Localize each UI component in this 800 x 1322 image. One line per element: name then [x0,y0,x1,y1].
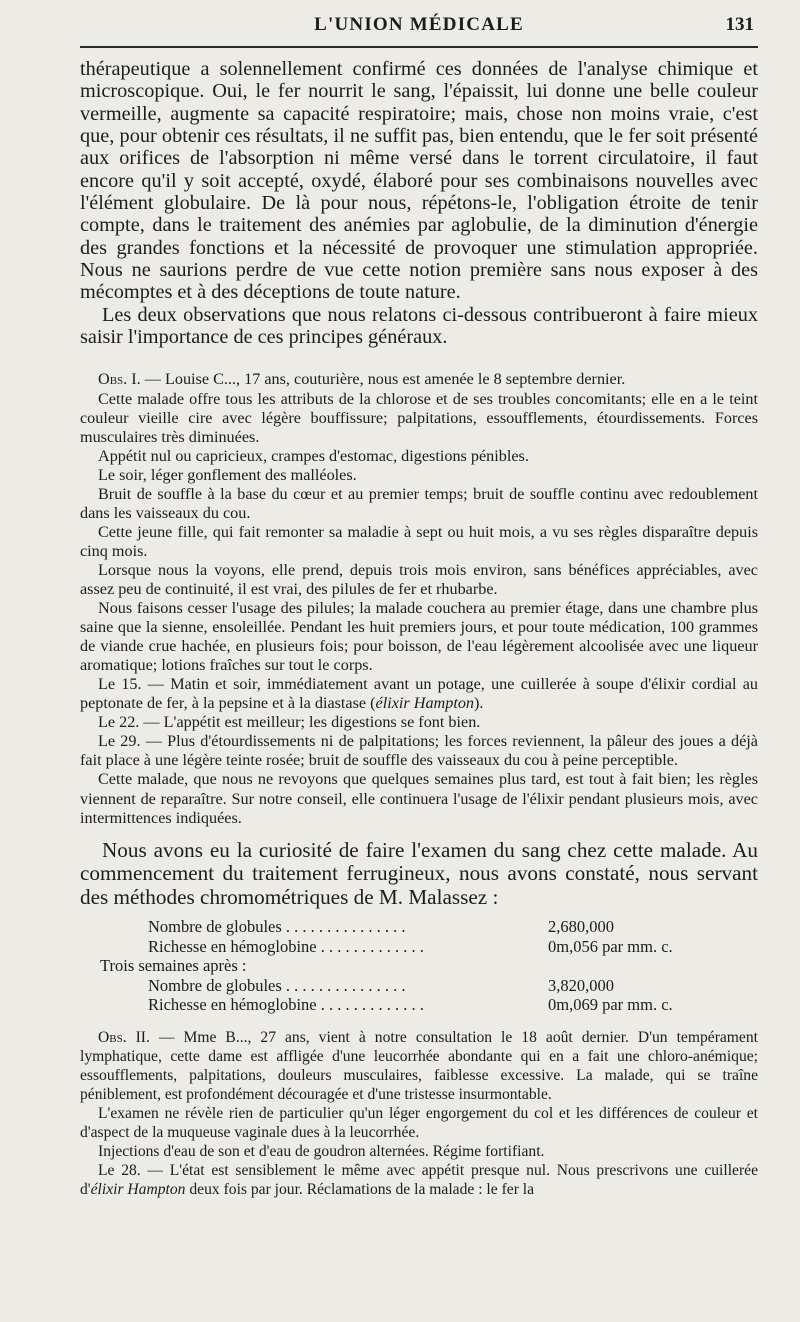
obs1-paragraph: Le 22. — L'appétit est meilleur; les digestions se font bien. [98,713,481,732]
obs1-paragraph: Nous faisons cesser l'usage des pilules; la malade couchera au premier étage, dans une chambre plus saine que la sienne, ensoleillée. Pendant les huit premiers jours, et pour toute médication, 100 grammes de viande crue hachée, en plusieurs fois; pour boisson, de l'eau légèrement alcoolisée avec une liqueur aromatique; lotions fraîches sur tout le corps. [80,599,758,675]
page-number: 131 [725,14,754,35]
measurement-value: 3,820,000 [548,975,614,995]
intro-paragraph: thérapeutique a solennellement confirmé ces données de l'analyse chimique et microscopique. Oui, le fer nourrit le sang, l'épaissit, lui donne une belle couleur vermeille, augmente sa capacité respiratoire; mais, chose non moins vraie, c'est que, pour obtenir ces résultats, il ne suffit pas, bien entendu, que le fer soit présenté aux orifices de l'absorption ni même versé dans le torrent circulatoire, il faut encore qu'il y soit accepté, oxydé, élaboré pour ses combinaisons nouvelles avec l'élément globulaire. De là pour nous, répétons-le, l'obligation étroite de tenir compte, dans le traitement des anémies par aglobulie, de la diminution d'énergie des grandes fonctions et la nécessité de provoquer une stimulation appropriée. Nous ne saurions perdre de vue cette notion première sans nous exposer à des mécomptes et à des déceptions de toute nature. [80,58,758,304]
obs1-paragraph: Bruit de souffle à la base du cœur et au premier temps; bruit de souffle continu avec redoublement dans les vaisseaux du cou. [80,484,758,522]
observation-1 [80,370,758,827]
measurement-row [80,976,758,996]
measurement-label: Richesse en hémoglobine . . . . . . . . . . . . . [148,936,424,956]
obs1-paragraph: Cette malade, que nous ne revoyons que quelques semaines plus tard, est tout à fait bien; les règles viennent de reparaître. Sur notre conseil, elle continuera l'usage de l'élixir pendant plusieurs mois, avec intermittences indiquées. [80,770,758,827]
elixir-name: élixir Hampton [375,694,475,713]
running-title: L'UNION MÉDICALE [314,14,524,35]
obs2-label: Obs. II. [98,1028,150,1046]
measurement-value: 0m,069 par mm. c. [548,995,673,1015]
obs1-paragraph: Cette malade offre tous les attributs de la chlorose et de ses troubles concomitants; elle en a le teint couleur vieille cire avec légère bouffissure; palpitations, essoufflements, étourdissements. Forces musculaires très diminuées. [80,389,758,446]
intro-section [80,58,758,348]
measurements-table [80,917,758,1015]
obs1-paragraph: Cette jeune fille, qui fait remonter sa maladie à sept ou huit mois, a vu ses règles disparaître depuis cinq mois. [80,522,758,560]
observation-2 [80,1028,758,1199]
measurement-row [80,956,758,976]
measurement-subheading: Trois semaines après : [100,956,247,976]
measurement-label: Nombre de globules . . . . . . . . . . . . . . . [148,917,406,937]
elixir-name: élixir Hampton [90,1180,186,1198]
main-text [80,58,758,1199]
measurement-label: Nombre de globules . . . . . . . . . . . . . . . [148,975,406,995]
obs1-paragraph: Appétit nul ou capricieux, crampes d'estomac, digestions pénibles. [98,446,529,465]
obs2-paragraph: Obs. II. — Mme B..., 27 ans, vient à notre consultation le 18 août dernier. D'un tempérament lymphatique, cette dame est affligée d'une leucorrhée abondante qui en a fait une chloro-anémique; essoufflements, palpitations, douleurs musculaires, faiblesse excessive. La malade, qui se traîne péniblement, est profondément découragée et d'une tristesse insurmontable. [80,1028,758,1103]
measurement-row [80,995,758,1015]
obs1-paragraph: Le soir, léger gonflement des malléoles. [98,465,357,484]
measurement-row [80,917,758,937]
blood-exam-paragraph: Nous avons eu la curiosité de faire l'examen du sang chez cette malade. Au commencement du traitement ferrugineux, nous avons constaté, nous servant des méthodes chromométriques de M. Malassez : [80,837,758,909]
obs1-paragraph: Le 15. — Matin et soir, immédiatement avant un potage, une cuillerée à soupe d'élixir cordial au peptonate de fer, à la pepsine et à la diastase (élixir Hampton). [80,675,758,713]
measurement-row [80,937,758,957]
obs2-paragraph: Le 28. — L'état est sensiblement le même avec appétit presque nul. Nous prescrivons une cuillerée d'élixir Hampton deux fois par jour. Réclamations de la malade : le fer la [80,1161,758,1198]
obs1-label: Obs. I. [98,370,141,389]
page-header [80,0,758,46]
measurement-label: Richesse en hémoglobine . . . . . . . . . . . . . [148,995,424,1015]
measurement-value: 2,680,000 [548,917,614,937]
header-rule [80,46,758,48]
obs2-paragraph: Injections d'eau de son et d'eau de goudron alternées. Régime fortifiant. [98,1142,545,1160]
intro-paragraph: Les deux observations que nous relatons ci-dessous contribueront à faire mieux saisir l'importance de ces principes généraux. [80,303,758,349]
blood-exam-section [80,839,758,910]
obs2-paragraph: L'examen ne révèle rien de particulier qu'un léger engorgement du col et les différences de couleur et d'aspect de la muqueuse vaginale dues à la leucorrhée. [80,1104,758,1141]
obs1-paragraph: Obs. I. — Louise C..., 17 ans, couturière, nous est amenée le 8 septembre dernier. [98,370,626,389]
obs1-paragraph: Lorsque nous la voyons, elle prend, depuis trois mois environ, sans bénéfices appréciables, avec assez peu de continuité, il est vrai, des pilules de fer et rhubarbe. [80,560,758,598]
obs1-paragraph: Le 29. — Plus d'étourdissements ni de palpitations; les forces reviennent, la pâleur des joues a déjà fait place à une légère teinte rosée; bruit de souffle des vaisseaux du cou à peine perceptible. [80,732,758,770]
measurement-value: 0m,056 par mm. c. [548,936,673,956]
